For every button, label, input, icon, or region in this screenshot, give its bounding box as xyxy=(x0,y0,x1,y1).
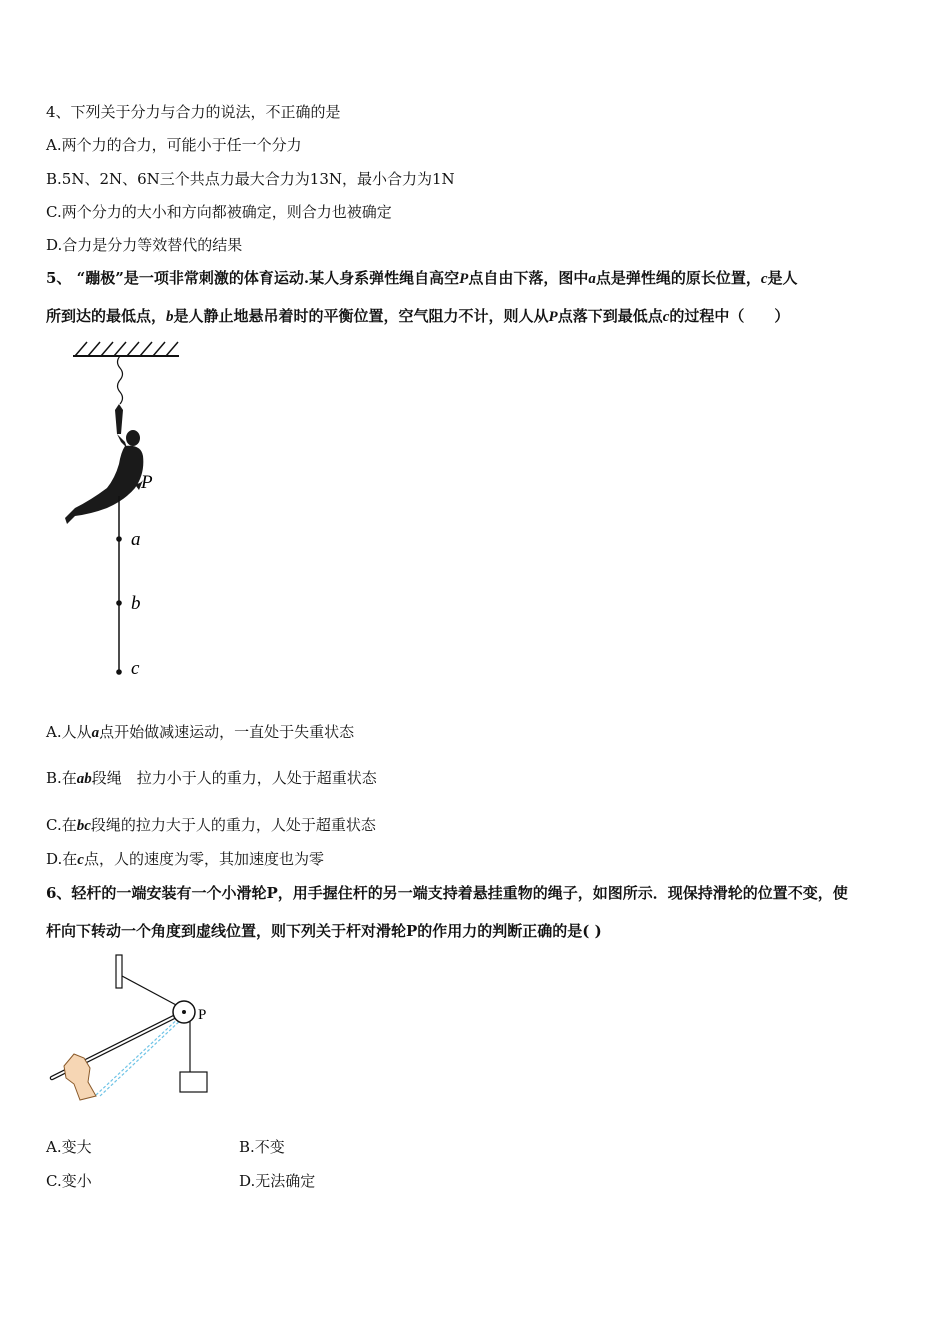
pulley-figure xyxy=(44,950,234,1105)
dashed-rod-2 xyxy=(100,1017,184,1096)
q4-option-a: A.两个力的合力，可能小于任一个分力 xyxy=(46,136,302,154)
q5-option-b: B.在ab段绳 拉力小于人的重力，人处于超重状态 xyxy=(46,769,377,787)
rope-to-wall xyxy=(122,976,178,1006)
q5-stem-line1: 5、 “蹦极”是一项非常刺激的体育运动.某人身系弹性绳自高空P点自由下落，图中a点是弹性绳的原长位置，c是人 xyxy=(46,269,798,287)
weight-block xyxy=(180,1072,207,1092)
point-b xyxy=(116,600,122,606)
jumper-silhouette xyxy=(65,404,143,524)
label-c: c xyxy=(131,658,140,679)
q6-option-c: C.变小 xyxy=(46,1172,92,1190)
bungee-figure xyxy=(55,338,205,683)
q6-stem-line2: 杆向下转动一个角度到虚线位置，则下列关于杆对滑轮P的作用力的判断正确的是( ) xyxy=(46,922,602,940)
q4-option-c: C.两个分力的大小和方向都被确定，则合力也被确定 xyxy=(46,203,392,221)
ceiling-hatch xyxy=(75,342,178,356)
q4-option-b: B.5N、2N、6N三个共点力最大合力为13N，最小合力为1N xyxy=(46,170,455,188)
dashed-rod-1 xyxy=(96,1015,182,1095)
q5-stem-line2: 所到达的最低点，b是人静止地悬吊着时的平衡位置，空气阻力不计，则人从P点落下到最低点c的过程中（ ） xyxy=(46,307,790,325)
pulley-axle xyxy=(182,1010,186,1014)
elastic-cord xyxy=(118,356,123,404)
q4-option-d: D.合力是分力等效替代的结果 xyxy=(46,236,243,254)
q6-stem-line1: 6、轻杆的一端安装有一个小滑轮P，用手握住杆的另一端支持着悬挂重物的绳子，如图所示．现保持滑轮的位置不变，使 xyxy=(46,884,848,902)
wall-mount xyxy=(116,955,122,988)
q6-option-d: D.无法确定 xyxy=(239,1172,316,1190)
q6-option-b: B.不变 xyxy=(239,1138,285,1156)
q5-option-d: D.在c点，人的速度为零，其加速度也为零 xyxy=(46,850,324,868)
label-p: P xyxy=(141,472,153,493)
q4-stem: 4、下列关于分力与合力的说法，不正确的是 xyxy=(46,103,341,121)
point-a xyxy=(116,536,122,542)
label-a: a xyxy=(131,529,141,550)
q5-option-a: A.人从a点开始做减速运动，一直处于失重状态 xyxy=(46,723,355,741)
point-c xyxy=(116,669,122,675)
q5-option-c: C.在bc段绳的拉力大于人的重力，人处于超重状态 xyxy=(46,816,376,834)
q6-option-a: A.变大 xyxy=(46,1138,92,1156)
label-b: b xyxy=(131,593,141,614)
label-p: P xyxy=(198,1007,207,1023)
